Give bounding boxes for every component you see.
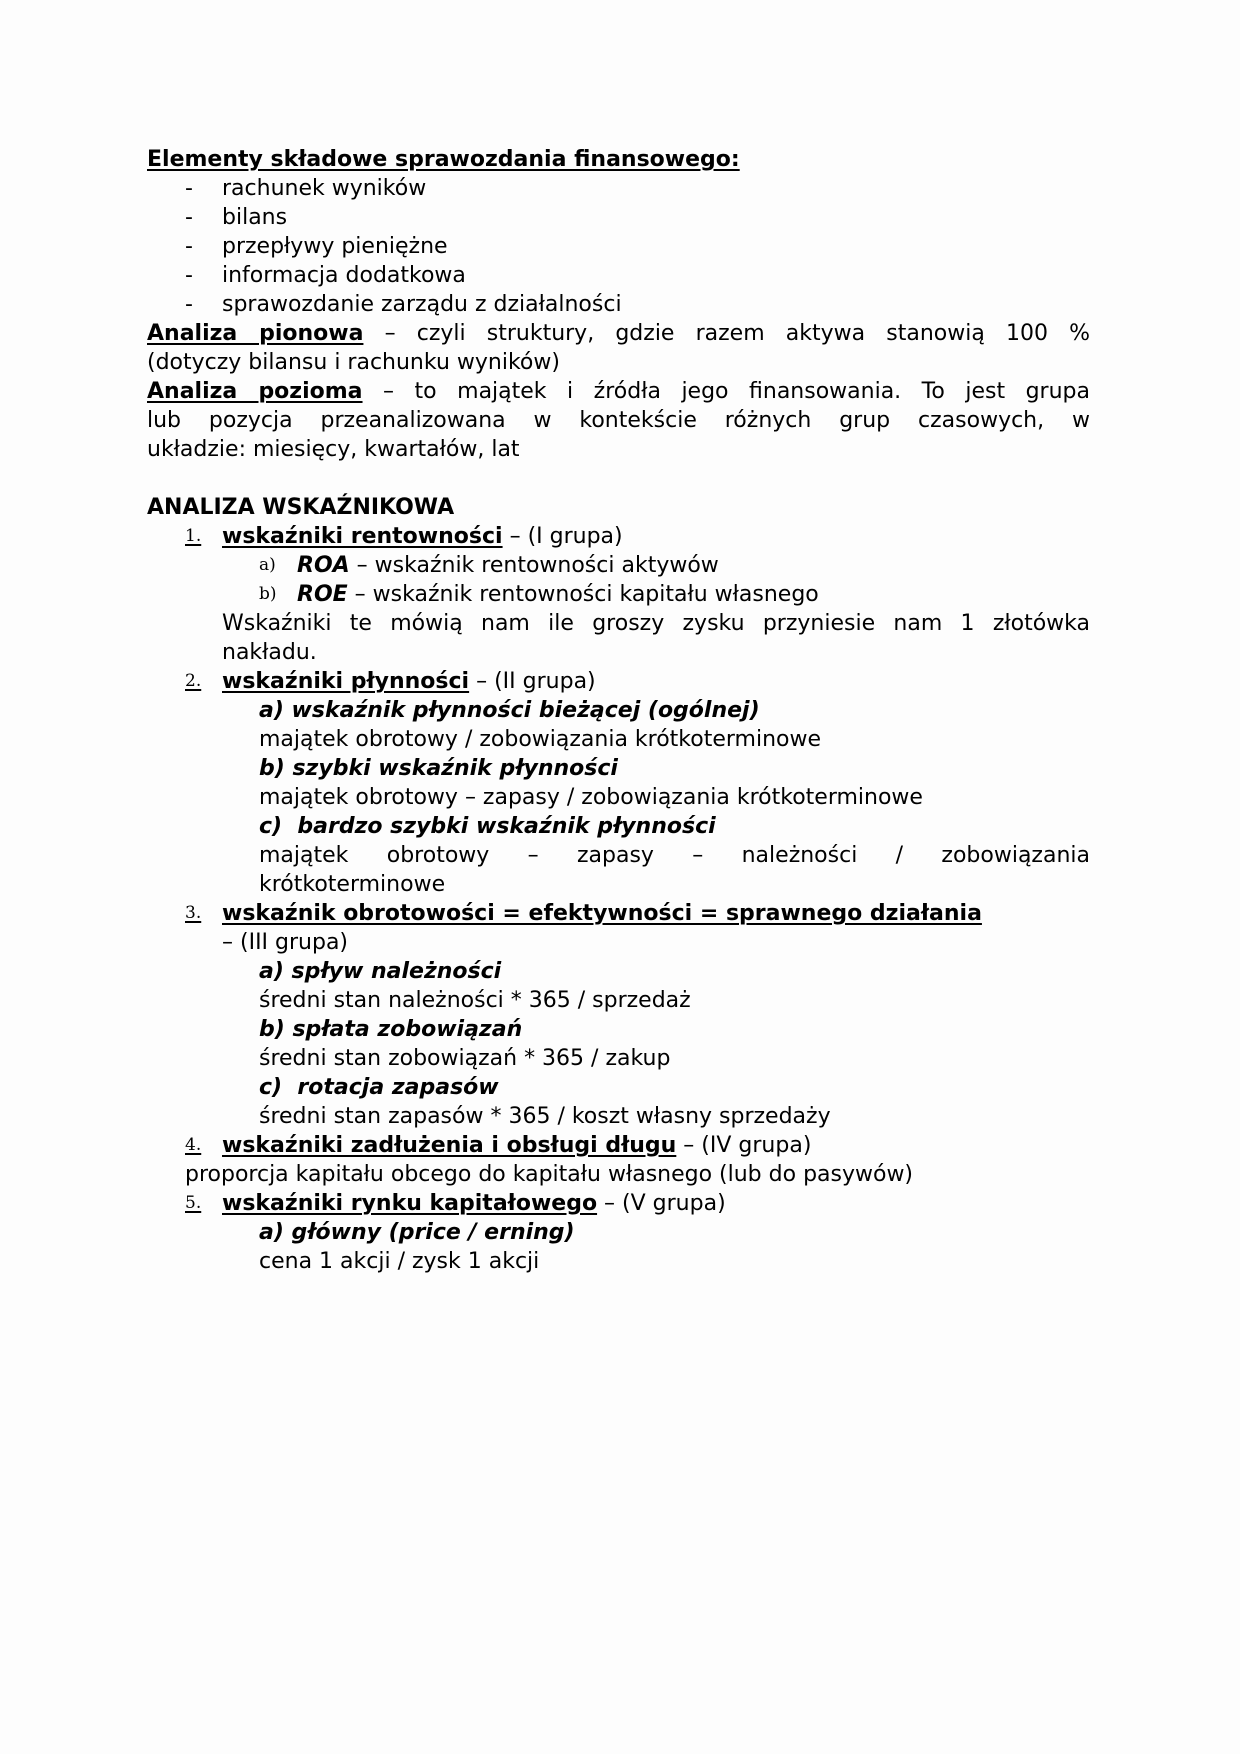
group-number: 1. bbox=[185, 526, 202, 546]
list-item-text: sprawozdanie zarządu z działalności bbox=[222, 292, 622, 317]
group-5-heading bbox=[147, 1189, 1090, 1218]
horizontal-analysis-line2: lub pozycja przeanalizowana w kontekście różnych grup czasowych, w bbox=[147, 408, 1090, 433]
group-3-item-a-heading: a) spływ należności bbox=[259, 959, 502, 984]
list-item bbox=[147, 174, 1090, 203]
group-2-heading bbox=[147, 667, 1090, 696]
horizontal-analysis-term: Analiza pozioma bbox=[147, 379, 363, 404]
horizontal-analysis-line3: układzie: miesięcy, kwartałów, lat bbox=[147, 437, 520, 462]
bullet-dash-icon: - bbox=[185, 176, 193, 201]
group-title: wskaźniki zadłużenia i obsługi długu bbox=[222, 1133, 677, 1158]
bullet-dash-icon: - bbox=[185, 292, 193, 317]
group-1-note-line2: nakładu. bbox=[222, 640, 317, 665]
group-label: – (IV grupa) bbox=[676, 1133, 812, 1158]
group-title: wskaźnik obrotowości = efektywności = sprawnego działania bbox=[222, 901, 982, 926]
group-3-item-c-heading: c) rotacja zapasów bbox=[259, 1075, 499, 1100]
group-2-item-a-formula: majątek obrotowy / zobowiązania krótkoterminowe bbox=[259, 727, 822, 752]
group-number: 2. bbox=[185, 671, 202, 691]
horizontal-analysis-text: – to majątek i źródła jego finansowania. To jest grupa bbox=[362, 379, 1090, 404]
item-desc: – wskaźnik rentowności aktywów bbox=[349, 553, 719, 578]
group-3-item-b-formula: średni stan zobowiązań * 365 / zakup bbox=[259, 1046, 671, 1071]
item-term: ROE bbox=[297, 582, 348, 607]
group-5-item-a-heading: a) główny (price / erning) bbox=[259, 1220, 575, 1245]
group-4-heading bbox=[147, 1131, 1090, 1160]
vertical-analysis-line2: (dotyczy bilansu i rachunku wyników) bbox=[147, 350, 560, 375]
group-4-note: proporcja kapitału obcego do kapitału własnego (lub do pasywów) bbox=[185, 1162, 914, 1187]
group-1-item-b bbox=[147, 580, 1090, 609]
vertical-analysis-text: – czyli struktury, gdzie razem aktywa stanowią 100 % bbox=[363, 321, 1091, 346]
group-1-heading bbox=[147, 522, 1090, 551]
group-3-heading bbox=[147, 899, 1090, 928]
group-number: 3. bbox=[185, 903, 202, 923]
group-label: – (I grupa) bbox=[502, 524, 623, 549]
group-1-item-a bbox=[147, 551, 1090, 580]
document-page bbox=[147, 145, 1090, 1276]
list-item-text: bilans bbox=[222, 205, 288, 230]
group-2-item-c-heading: c) bardzo szybki wskaźnik płynności bbox=[259, 814, 716, 839]
group-2-item-b-formula: majątek obrotowy – zapasy / zobowiązania krótkoterminowe bbox=[259, 785, 923, 810]
group-label: – (V grupa) bbox=[597, 1191, 726, 1216]
group-label: – (II grupa) bbox=[469, 669, 596, 694]
group-3-item-a-formula: średni stan należności * 365 / sprzedaż bbox=[259, 988, 691, 1013]
item-letter: a) bbox=[259, 555, 276, 575]
group-3-item-b-heading: b) spłata zobowiązań bbox=[259, 1017, 523, 1042]
list-item-text: rachunek wyników bbox=[222, 176, 427, 201]
list-item-text: informacja dodatkowa bbox=[222, 263, 466, 288]
list-item bbox=[147, 232, 1090, 261]
list-item bbox=[147, 290, 1090, 319]
vertical-analysis-line1 bbox=[147, 319, 1090, 348]
bullet-dash-icon: - bbox=[185, 263, 193, 288]
group-title: wskaźniki rynku kapitałowego bbox=[222, 1191, 598, 1216]
vertical-analysis-term: Analiza pionowa bbox=[147, 321, 364, 346]
group-2-item-b-heading: b) szybki wskaźnik płynności bbox=[259, 756, 618, 781]
item-desc: – wskaźnik rentowności kapitału własnego bbox=[347, 582, 819, 607]
ratio-analysis-heading: ANALIZA WSKAŹNIKOWA bbox=[147, 495, 455, 520]
group-number: 4. bbox=[185, 1135, 202, 1155]
blank-line bbox=[147, 464, 1090, 493]
list-item bbox=[147, 203, 1090, 232]
group-2-item-c-formula-line2: krótkoterminowe bbox=[259, 872, 446, 897]
horizontal-analysis-line1 bbox=[147, 377, 1090, 406]
group-2-item-a-heading: a) wskaźnik płynności bieżącej (ogólnej) bbox=[259, 698, 760, 723]
group-3-label: – (III grupa) bbox=[222, 930, 349, 955]
group-5-item-a-formula: cena 1 akcji / zysk 1 akcji bbox=[259, 1249, 540, 1274]
elements-heading: Elementy składowe sprawozdania finansowego: bbox=[147, 147, 740, 172]
group-3-item-c-formula: średni stan zapasów * 365 / koszt własny sprzedaży bbox=[259, 1104, 831, 1129]
bullet-dash-icon: - bbox=[185, 234, 193, 259]
group-1-note-line1: Wskaźniki te mówią nam ile groszy zysku przyniesie nam 1 złotówka bbox=[222, 611, 1090, 636]
list-item-text: przepływy pieniężne bbox=[222, 234, 448, 259]
item-term: ROA bbox=[297, 553, 350, 578]
group-title: wskaźniki rentowności bbox=[222, 524, 503, 549]
group-2-item-c-formula-line1: majątek obrotowy – zapasy – należności / zobowiązania bbox=[259, 843, 1090, 868]
group-number: 5. bbox=[185, 1193, 202, 1213]
bullet-dash-icon: - bbox=[185, 205, 193, 230]
group-title: wskaźniki płynności bbox=[222, 669, 470, 694]
list-item bbox=[147, 261, 1090, 290]
item-letter: b) bbox=[259, 584, 277, 604]
